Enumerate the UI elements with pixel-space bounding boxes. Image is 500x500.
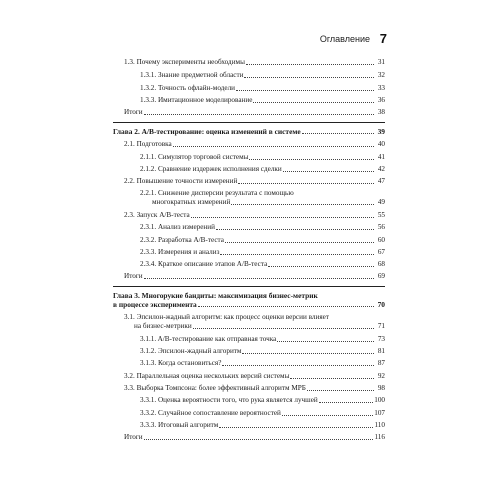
dot-leader [144,439,374,440]
toc-entry-page: 92 [377,372,385,380]
toc-entry-title: 3.1.1. A/B-тестирование как отправная точка [140,335,277,343]
toc-entry-section[interactable] [124,58,385,67]
toc-entry-page: 100 [374,396,385,404]
dot-leader [319,402,373,403]
toc-entry-page: 70 [377,300,385,309]
toc-entry-page: 40 [377,140,385,148]
toc-entry-title: Глава 2. A/B-тестирование: оценка изменений в системе [113,127,301,136]
toc-entry-subsection[interactable] [152,198,385,207]
toc-entry-title: в процессе эксперимента [113,300,197,309]
toc-entry-title: 3.3.1. Оценка вероятности того, что рука является лучшей [140,396,318,404]
dot-leader [238,183,374,184]
dot-leader [225,242,374,243]
toc-entry-title: 2.3. Запуск A/B-теста [124,211,190,219]
toc-entry-section[interactable] [134,322,385,331]
toc-entry-summary[interactable] [124,433,385,442]
dot-leader [244,77,374,78]
toc-entry-subsection[interactable] [140,409,385,418]
toc-entry-page: 42 [377,165,385,173]
toc-entry-title: Итоги [124,108,143,116]
toc-entry-page: 60 [377,236,385,244]
toc-entry-title-line: 3.1. Эпсилон-жадный алгоритм: как процесс оценки версии влияет [124,313,329,321]
toc-entry-title: на бизнес-метрики [134,322,192,330]
dot-leader [219,427,373,428]
toc-entry-subsection[interactable] [140,223,385,232]
chapter-divider [113,286,385,287]
toc-entry-section[interactable] [124,211,385,220]
toc-entry-title: Итоги [124,272,143,280]
dot-leader [249,159,374,160]
toc-entry-title: 3.3. Выборка Томпсона: более эффективный алгоритм МРБ [124,384,306,392]
toc-entry-page: 31 [377,58,385,66]
dot-leader [144,278,374,279]
dot-leader [193,328,374,329]
toc-entry-subsection[interactable] [140,84,385,93]
toc-entry-page: 69 [377,272,385,280]
dot-leader [236,90,374,91]
toc-entry-subsection[interactable] [140,347,385,356]
toc-entry-title: 3.3.3. Итоговый алгоритм [140,421,219,429]
toc-entry-subsection[interactable] [140,421,385,430]
toc-entry-title: 3.2. Параллельная оценка нескольких версий системы [124,372,290,380]
toc-entry-subsection[interactable] [140,71,385,80]
toc-entry-page: 55 [377,211,385,219]
toc-entry-title: 3.3.2. Случайное сопоставление вероятностей [140,409,281,417]
toc-entry-subsection[interactable] [140,153,385,162]
toc-entry-page: 98 [377,384,385,392]
dot-leader [144,114,374,115]
toc-entry-subsection[interactable] [140,260,385,269]
toc-entry-section[interactable] [124,372,385,381]
toc-entry-title: 3.1.2. Эпсилон-жадный алгоритм [140,347,242,355]
toc-entry-page: 110 [374,421,385,429]
toc-entry-summary[interactable] [124,108,385,117]
toc-entry-title: 2.1. Подготовка [124,140,172,148]
dot-leader [246,64,374,65]
toc-entry-subsection[interactable] [140,359,385,368]
dot-leader [173,146,374,147]
toc-entry-subsection[interactable] [140,396,385,405]
dot-leader [290,378,374,379]
toc-entry-title: 1.3.3. Имитационное моделирование [140,96,253,104]
toc-entry-title: 2.3.2. Разработка A/B-теста [140,236,224,244]
toc-entry-page: 41 [377,153,385,161]
dot-leader [302,133,374,134]
dot-leader [242,353,374,354]
dot-leader [253,102,374,103]
dot-leader [282,415,373,416]
toc-entry-section[interactable] [124,177,385,186]
dot-leader [277,341,374,342]
toc-entry-title: 3.1.3. Когда остановиться? [140,359,222,367]
dot-leader [191,217,374,218]
chapter-divider [113,122,385,123]
toc-entry-page: 39 [377,127,385,136]
toc-entry-section[interactable] [124,140,385,149]
toc-entry-title: 2.1.2. Сравнение издержек исполнения сделки [140,165,282,173]
toc-entry-page: 71 [377,322,385,330]
toc-entry-title: 1.3.2. Точность офлайн-модели [140,84,236,92]
toc-entry-title-line: Глава 3. Многорукие бандиты: максимизация бизнес-метрик [113,291,318,300]
toc-entry-page: 116 [374,433,385,441]
toc-entry-subsection[interactable] [140,335,385,344]
toc-entry-title: 2.3.3. Измерения и анализ [140,248,220,256]
toc-entry-title: 2.3.1. Анализ измерений [140,223,215,231]
toc-entry-subsection[interactable] [140,236,385,245]
toc-entry-subsection[interactable] [140,96,385,105]
dot-leader [216,229,374,230]
dot-leader [268,266,374,267]
toc-entry-summary[interactable] [124,272,385,281]
toc-entry-page: 87 [377,359,385,367]
dot-leader [307,390,374,391]
toc-entry-title-line: 2.2.1. Снижение дисперсии результата с помощью [140,189,294,197]
toc-entry-subsection[interactable] [140,248,385,257]
toc-entry-page: 81 [377,347,385,355]
toc-entry-title: 2.3.4. Краткое описание этапов A/B-теста [140,260,268,268]
toc-entry-page: 49 [377,198,385,206]
toc-entry-page: 47 [377,177,385,185]
dot-leader [220,254,374,255]
toc-entry-page: 32 [377,71,385,79]
toc-entry-chapter[interactable] [113,127,385,136]
toc-entry-title: 2.1.1. Симулятор торговой системы [140,153,249,161]
toc-entry-title: 2.2. Повышение точности измерений [124,177,238,185]
toc-entry-page: 36 [377,96,385,104]
toc-entry-subsection[interactable] [140,165,385,174]
toc-entry-page: 38 [377,108,385,116]
toc-entry-title: 1.3.1. Знание предметной области [140,71,244,79]
toc-entry-title: многократных измерений [152,198,231,206]
dot-leader [198,306,374,307]
toc-entry-section[interactable] [124,384,385,393]
toc-entry-page: 67 [377,248,385,256]
dot-leader [283,171,374,172]
toc-entry-title: Итоги [124,433,143,441]
dot-leader [222,365,374,366]
dot-leader [231,204,374,205]
toc-entry-title: 1.3. Почему эксперименты необходимы [124,58,245,66]
toc-entry-chapter[interactable] [113,300,385,309]
toc-entry-page: 56 [377,223,385,231]
toc-entry-page: 33 [377,84,385,92]
toc-entry-page: 68 [377,260,385,268]
toc-entry-page: 73 [377,335,385,343]
toc-entry-page: 107 [374,409,385,417]
running-header-title: Оглавление [319,34,370,44]
page-number: 7 [379,31,387,46]
